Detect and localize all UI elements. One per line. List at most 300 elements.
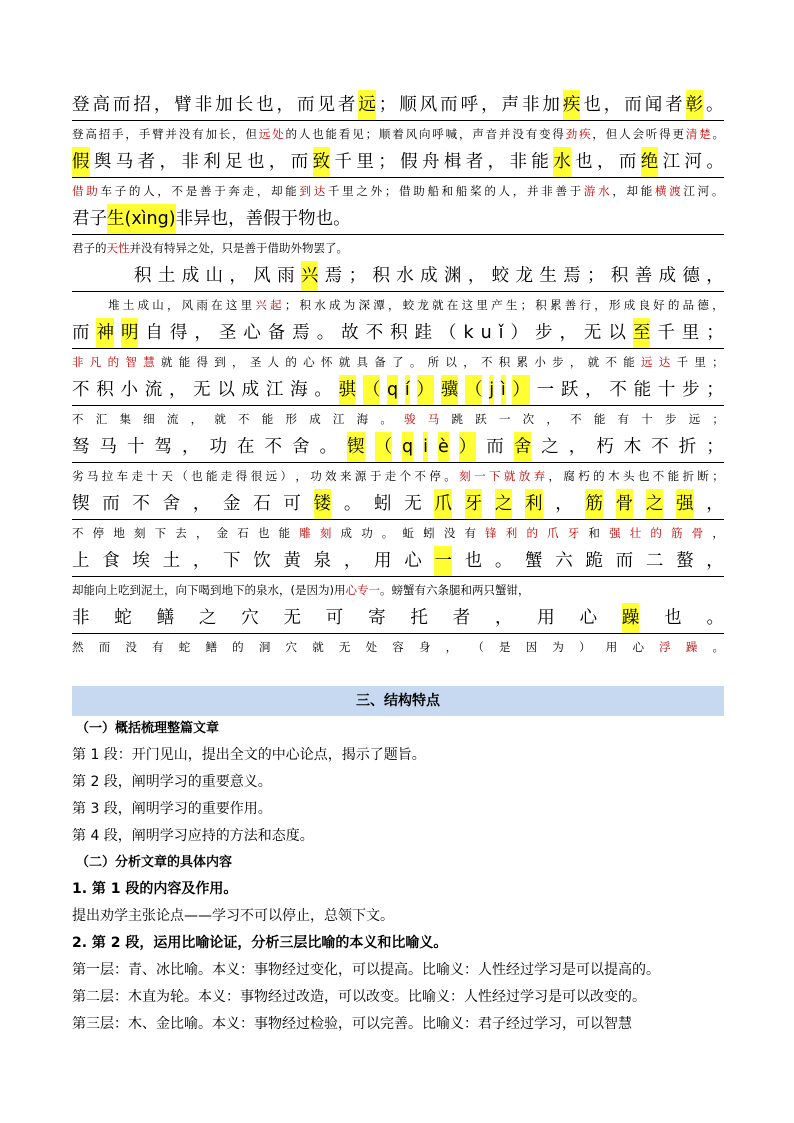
text-char: 长 — [235, 95, 254, 115]
text-char: 效 — [325, 469, 337, 483]
text-char: ， — [706, 494, 724, 514]
text-char: ， — [512, 184, 525, 198]
text-char: 步 — [552, 355, 564, 369]
text-char: 没 — [443, 526, 456, 540]
text-char: 。 — [380, 412, 392, 426]
text-run: 并没有特异之处，只是善于借助外物罢了。 — [129, 241, 348, 255]
text-char: 一 — [474, 469, 486, 483]
text-char: ） — [280, 469, 292, 483]
text-char: 刻 — [319, 526, 332, 540]
text-char: 故 — [341, 323, 359, 343]
text-char: 小 — [534, 355, 546, 369]
text-char: 达 — [658, 355, 671, 369]
text-char: 十 — [657, 380, 676, 400]
text-char: 向 — [418, 127, 431, 141]
text-char: 为 — [343, 298, 356, 312]
text-char: （ — [465, 375, 483, 405]
text-char: 浮 — [659, 640, 671, 654]
text-char: ， — [166, 298, 179, 312]
text-char: 是 — [499, 640, 511, 654]
text-char: 焉 — [292, 323, 310, 343]
text-char: 然 — [72, 640, 84, 654]
text-char: 善 — [564, 298, 577, 312]
text-char: 能 — [261, 412, 274, 426]
text-char: 水 — [396, 266, 414, 286]
text-char: ， — [481, 95, 499, 115]
text-char: 江 — [332, 412, 345, 426]
text-run: 却能向上吃到泥土，向下喝到地下的泉水，(是因为)用 — [72, 583, 346, 597]
text-char: 人 — [267, 355, 280, 369]
text-char: ， — [467, 266, 486, 286]
part1-title: （一）概括梳理整篇文章 — [76, 721, 220, 736]
text-char: 也 — [312, 127, 324, 141]
text-char: 不 — [264, 437, 282, 457]
text-char: 马 — [115, 152, 134, 172]
text-char: ） — [417, 375, 435, 405]
text-char: 也 — [575, 152, 593, 172]
text-char: 蚓 — [423, 526, 435, 540]
text-char: 渊 — [443, 266, 462, 286]
text-char: 。 — [706, 152, 724, 172]
text-char: ， — [190, 412, 203, 426]
text-char: 风 — [181, 298, 194, 312]
paragraph-line: 第 1 段：开门见山，提出全文的中心论点，揭示了题旨。 — [72, 747, 426, 763]
text-char: 着 — [392, 127, 404, 141]
text-char: ， — [555, 494, 573, 514]
text-char: ， — [229, 266, 247, 286]
text-char: 而 — [112, 95, 131, 115]
text-char: 汇 — [95, 412, 108, 426]
text-char: 登 — [72, 95, 90, 115]
text-char: 可 — [283, 494, 301, 514]
text-char: ， — [232, 355, 244, 369]
text-char: 舆 — [93, 152, 112, 172]
text-char: 形 — [608, 298, 621, 312]
text-char: 里 — [681, 323, 700, 343]
text-char: 和 — [441, 184, 454, 198]
text-char: 善 — [555, 184, 567, 198]
text-char: ， — [712, 526, 724, 540]
text-char: u — [480, 323, 492, 343]
text-char: 跳 — [451, 412, 463, 426]
text-char: 累 — [550, 298, 562, 312]
text-char: 无 — [283, 608, 301, 628]
text-char: ， — [195, 526, 208, 540]
paragraph-line: 第 4 段，阐明学习应持的方法和态度。 — [72, 828, 314, 844]
text-char: ， — [568, 437, 587, 457]
text-char: 。 — [711, 184, 724, 198]
text-char: ； — [365, 127, 378, 141]
text-char: 处 — [365, 640, 378, 654]
text-char: ， — [585, 380, 603, 400]
text-char: 处 — [272, 127, 284, 141]
text-char: 心 — [579, 608, 598, 628]
text-char: 德 — [697, 298, 709, 312]
text-char: 骨 — [616, 489, 634, 519]
text-char: è — [438, 432, 449, 462]
text-char: 能 — [285, 184, 297, 198]
text-char: 水 — [553, 147, 571, 177]
text-char: 却 — [626, 184, 639, 198]
text-char: 步 — [682, 380, 700, 400]
text-run: 生(xìng) — [107, 204, 176, 234]
text-char: 锋 — [485, 526, 497, 540]
text-char: ， — [343, 551, 362, 571]
text-char: 蚓 — [374, 494, 392, 514]
text-char: 次 — [522, 412, 535, 426]
text-char: 骥 — [441, 375, 459, 405]
text-char: 心 — [303, 355, 315, 369]
text-char: 就 — [312, 640, 324, 654]
text-char: 一 — [434, 546, 452, 576]
text-char: ， — [597, 152, 615, 172]
text-char: 利 — [203, 152, 221, 172]
text-char: （ — [363, 375, 381, 405]
text-char: 能 — [623, 355, 635, 369]
text-char: 船 — [427, 184, 439, 198]
text-char: 加 — [542, 95, 560, 115]
text-char: 能 — [633, 380, 652, 400]
text-char: 形 — [285, 412, 297, 426]
text-char: 没 — [178, 127, 191, 141]
item2-title: 2. 第 2 段，运用比喻论证，分析三层比喻的本义和比喻义。 — [72, 935, 448, 951]
text-char: ， — [463, 355, 475, 369]
text-char: 非 — [541, 184, 553, 198]
text-char: 蛟 — [491, 266, 510, 286]
text-char: 腐 — [563, 469, 575, 483]
text-char: 马 — [86, 469, 99, 483]
text-char: （ — [375, 432, 393, 462]
text-char: 也 — [583, 95, 601, 115]
text-char: 声 — [501, 95, 520, 115]
text-char: 至 — [633, 318, 651, 348]
text-char: 舍 — [514, 432, 532, 462]
text-char: 行 — [579, 298, 591, 312]
text-char: 也 — [637, 469, 650, 483]
text-char: 弃 — [533, 469, 546, 483]
text-char: 风 — [253, 266, 271, 286]
text-char: 兴 — [301, 261, 319, 291]
text-char: 清 — [685, 127, 698, 141]
text-char: 食 — [102, 551, 120, 571]
text-char: 蚯 — [402, 526, 414, 540]
text-char: 躁 — [685, 640, 698, 654]
text-char: 在 — [446, 298, 459, 312]
text-char: 得 — [235, 469, 248, 483]
text-char: 招 — [133, 95, 151, 115]
text-char: 里 — [342, 184, 354, 198]
text-char: 明 — [121, 318, 139, 348]
text-char: 也 — [256, 95, 274, 115]
text-char: 成 — [137, 298, 149, 312]
text-char: 不 — [72, 526, 84, 540]
text-char: 累 — [516, 355, 529, 369]
text-char: 不 — [651, 437, 669, 457]
text-char: 驽 — [72, 437, 90, 457]
text-char: ， — [559, 323, 577, 343]
text-char: 龙 — [515, 266, 533, 286]
text-char: 牙 — [465, 489, 483, 519]
text-char: 下 — [223, 551, 241, 571]
text-char: 助 — [413, 184, 425, 198]
text-char: 心 — [243, 323, 261, 343]
text-char: 致 — [313, 147, 331, 177]
text-char: 凡 — [89, 355, 102, 369]
text-char: 而 — [290, 152, 309, 172]
text-char: 者 — [137, 152, 156, 172]
text-char: 舍 — [292, 437, 310, 457]
text-char: 。 — [706, 95, 724, 115]
text-char: 呼 — [460, 95, 479, 115]
text-char: 里 — [476, 298, 488, 312]
text-char: 者 — [665, 95, 683, 115]
text-char: 的 — [107, 355, 120, 369]
text-char: 托 — [410, 608, 428, 628]
text-char: 积 — [96, 380, 114, 400]
text-char: 为 — [552, 640, 564, 654]
text-char: i — [423, 432, 428, 462]
text-char: 风 — [419, 95, 438, 115]
text-char: 不 — [171, 184, 184, 198]
text-char: 而 — [296, 95, 315, 115]
text-char: 折 — [678, 437, 697, 457]
text-char: 天 — [161, 469, 173, 483]
text-char: 走 — [242, 184, 255, 198]
original-text-line — [72, 489, 724, 520]
text-char: ） — [510, 323, 529, 343]
text-char: 有 — [617, 412, 630, 426]
text-char: 穴 — [285, 640, 297, 654]
text-char: ， — [256, 184, 269, 198]
text-char: 。 — [314, 380, 332, 400]
text-char: ， — [157, 184, 169, 198]
text-char: 是 — [185, 184, 198, 198]
text-char: 德 — [682, 266, 700, 286]
text-char: ； — [384, 184, 397, 198]
item1-title: 1. 第 1 段的内容及作用。 — [72, 881, 238, 897]
text-char: 。 — [494, 551, 513, 571]
text-char: 就 — [338, 355, 351, 369]
text-char: 见 — [317, 95, 335, 115]
text-char: 就 — [503, 469, 516, 483]
text-char: 河 — [684, 152, 702, 172]
text-char: 但 — [245, 127, 257, 141]
text-char: 楫 — [443, 152, 462, 172]
text-char: 土 — [162, 551, 181, 571]
translation-line — [72, 178, 724, 204]
text-char: 劲 — [565, 127, 578, 141]
translation-line — [72, 349, 724, 375]
text-char: 车 — [100, 184, 112, 198]
text-char: 海 — [290, 380, 308, 400]
text-char: 。 — [444, 469, 456, 483]
text-char: 驾 — [154, 437, 172, 457]
text-char: 的 — [232, 640, 244, 654]
text-char: 鳝 — [205, 640, 217, 654]
text-char: 在 — [211, 298, 223, 312]
text-run: 非异也，善假于物也。 — [175, 209, 351, 229]
text-char: j — [489, 375, 494, 405]
text-char: 没 — [125, 640, 137, 654]
text-char: ， — [192, 551, 211, 571]
text-char: 骨 — [691, 526, 704, 540]
text-char: 饮 — [253, 551, 271, 571]
text-char: 桨 — [470, 184, 482, 198]
text-char: 会 — [632, 127, 644, 141]
text-char: 劣 — [72, 469, 84, 483]
text-char: 远 — [688, 412, 701, 426]
text-char: 成 — [181, 266, 200, 286]
text-char: ； — [712, 412, 724, 426]
text-char: 成 — [340, 526, 353, 540]
text-char: 呼 — [432, 127, 444, 141]
text-char: 壮 — [629, 526, 642, 540]
document-page — [72, 90, 724, 1038]
part2-title: （二）分析文章的具体内容 — [76, 855, 233, 870]
text-char: 高 — [92, 95, 110, 115]
text-char: 雨 — [196, 298, 208, 312]
text-char: 能 — [178, 355, 191, 369]
text-char: 看 — [338, 127, 351, 141]
text-char: 能 — [278, 526, 291, 540]
text-char: 子 — [114, 184, 127, 198]
text-char: 假 — [72, 147, 90, 177]
text-char: （ — [439, 323, 457, 343]
text-char: 跃 — [560, 380, 579, 400]
original-text-line — [72, 90, 724, 121]
text-char: 的 — [128, 184, 141, 198]
text-char: 强 — [676, 489, 694, 519]
text-char: ， — [546, 412, 558, 426]
text-char: 用 — [537, 608, 555, 628]
text-char: 骏 — [404, 412, 416, 426]
text-char: 而 — [98, 640, 111, 654]
text-char: 彰 — [686, 90, 704, 120]
text-char: 就 — [214, 412, 226, 426]
text-char: ， — [232, 127, 244, 141]
text-char: 头 — [622, 469, 635, 483]
text-char: 更 — [672, 127, 684, 141]
text-char: 跬 — [414, 323, 433, 343]
text-char: 功 — [361, 526, 373, 540]
text-char: 黄 — [283, 551, 301, 571]
text-char: 怀 — [320, 355, 333, 369]
text-char: 寄 — [368, 608, 386, 628]
text-char: ， — [194, 323, 212, 343]
text-char: 功 — [310, 469, 322, 483]
text-char: 得 — [169, 323, 188, 343]
translation-line — [72, 121, 724, 147]
text-char: q — [387, 375, 398, 405]
text-char: ， — [168, 380, 187, 400]
text-char: 江 — [265, 380, 284, 400]
text-char: 并 — [499, 127, 511, 141]
text-char: 源 — [354, 469, 367, 483]
text-char: 马 — [427, 412, 440, 426]
text-char: 顺 — [399, 95, 417, 115]
classical-passage — [72, 90, 724, 660]
text-char: 不 — [72, 380, 90, 400]
text-char: 绝 — [641, 147, 659, 177]
text-char: 并 — [527, 184, 539, 198]
text-char: 停 — [92, 526, 105, 540]
text-char: 品 — [682, 298, 695, 312]
text-char: 长 — [218, 127, 231, 141]
text-char: 利 — [505, 526, 518, 540]
text-char: 有 — [192, 127, 204, 141]
text-char: 高 — [85, 127, 97, 141]
original-text-line — [72, 261, 724, 292]
text-char: 。 — [381, 526, 394, 540]
text-char: 。 — [343, 494, 362, 514]
text-char: 兴 — [255, 298, 267, 312]
text-char: ； — [706, 380, 724, 400]
text-char: 这 — [461, 298, 474, 312]
text-char: 螯 — [676, 551, 694, 571]
text-char: 下 — [154, 526, 167, 540]
text-char: 穴 — [241, 608, 259, 628]
text-char: 招 — [98, 127, 111, 141]
text-char: 非 — [72, 608, 90, 628]
text-char: 这 — [225, 298, 238, 312]
text-char: 积 — [610, 266, 629, 286]
text-char: 不 — [609, 380, 627, 400]
text-char: 而 — [102, 494, 120, 514]
text-char: 智 — [125, 355, 137, 369]
text-run: 君子的 — [72, 241, 107, 255]
text-char: 不 — [480, 355, 493, 369]
text-char: 走 — [384, 469, 397, 483]
text-char: 人 — [498, 184, 511, 198]
text-char: 圣 — [218, 323, 237, 343]
text-char: ， — [387, 298, 400, 312]
text-char: ， — [153, 95, 172, 115]
text-char: ， — [487, 152, 506, 172]
text-char: ） — [579, 640, 591, 654]
text-char: 也 — [247, 152, 265, 172]
text-char: ； — [348, 266, 367, 286]
text-char: 跪 — [585, 551, 603, 571]
text-char: 积 — [372, 266, 390, 286]
text-char: 手 — [112, 127, 124, 141]
paragraph-line: 第二层：木直为轮。本义：事物经过改造，可以改变。比喻义：人性经过学习是可以改变的。 — [72, 989, 646, 1005]
text-char: 不 — [72, 412, 84, 426]
text-char: 神 — [96, 318, 114, 348]
text-char: 船 — [455, 184, 468, 198]
text-char: 走 — [220, 469, 233, 483]
text-char: 非 — [181, 152, 199, 172]
text-char: 躁 — [622, 603, 640, 633]
translation-line — [72, 634, 724, 660]
text-char: 没 — [512, 127, 524, 141]
text-char: 非 — [509, 152, 527, 172]
text-char: 能 — [667, 469, 680, 483]
text-char: 非 — [194, 95, 213, 115]
text-char: 而 — [486, 437, 504, 457]
text-char: 堆 — [108, 298, 120, 312]
text-char: ， — [295, 469, 307, 483]
text-char: ； — [378, 152, 396, 172]
original-text-line — [72, 375, 724, 406]
translation-line — [72, 292, 724, 318]
text-char: 容 — [392, 640, 404, 654]
text-char: 朽 — [596, 437, 614, 457]
text-char: 河 — [697, 184, 710, 198]
text-char: ， — [125, 127, 137, 141]
text-char: 无 — [583, 323, 602, 343]
text-char: 疾 — [563, 90, 581, 120]
text-char: 金 — [216, 526, 229, 540]
